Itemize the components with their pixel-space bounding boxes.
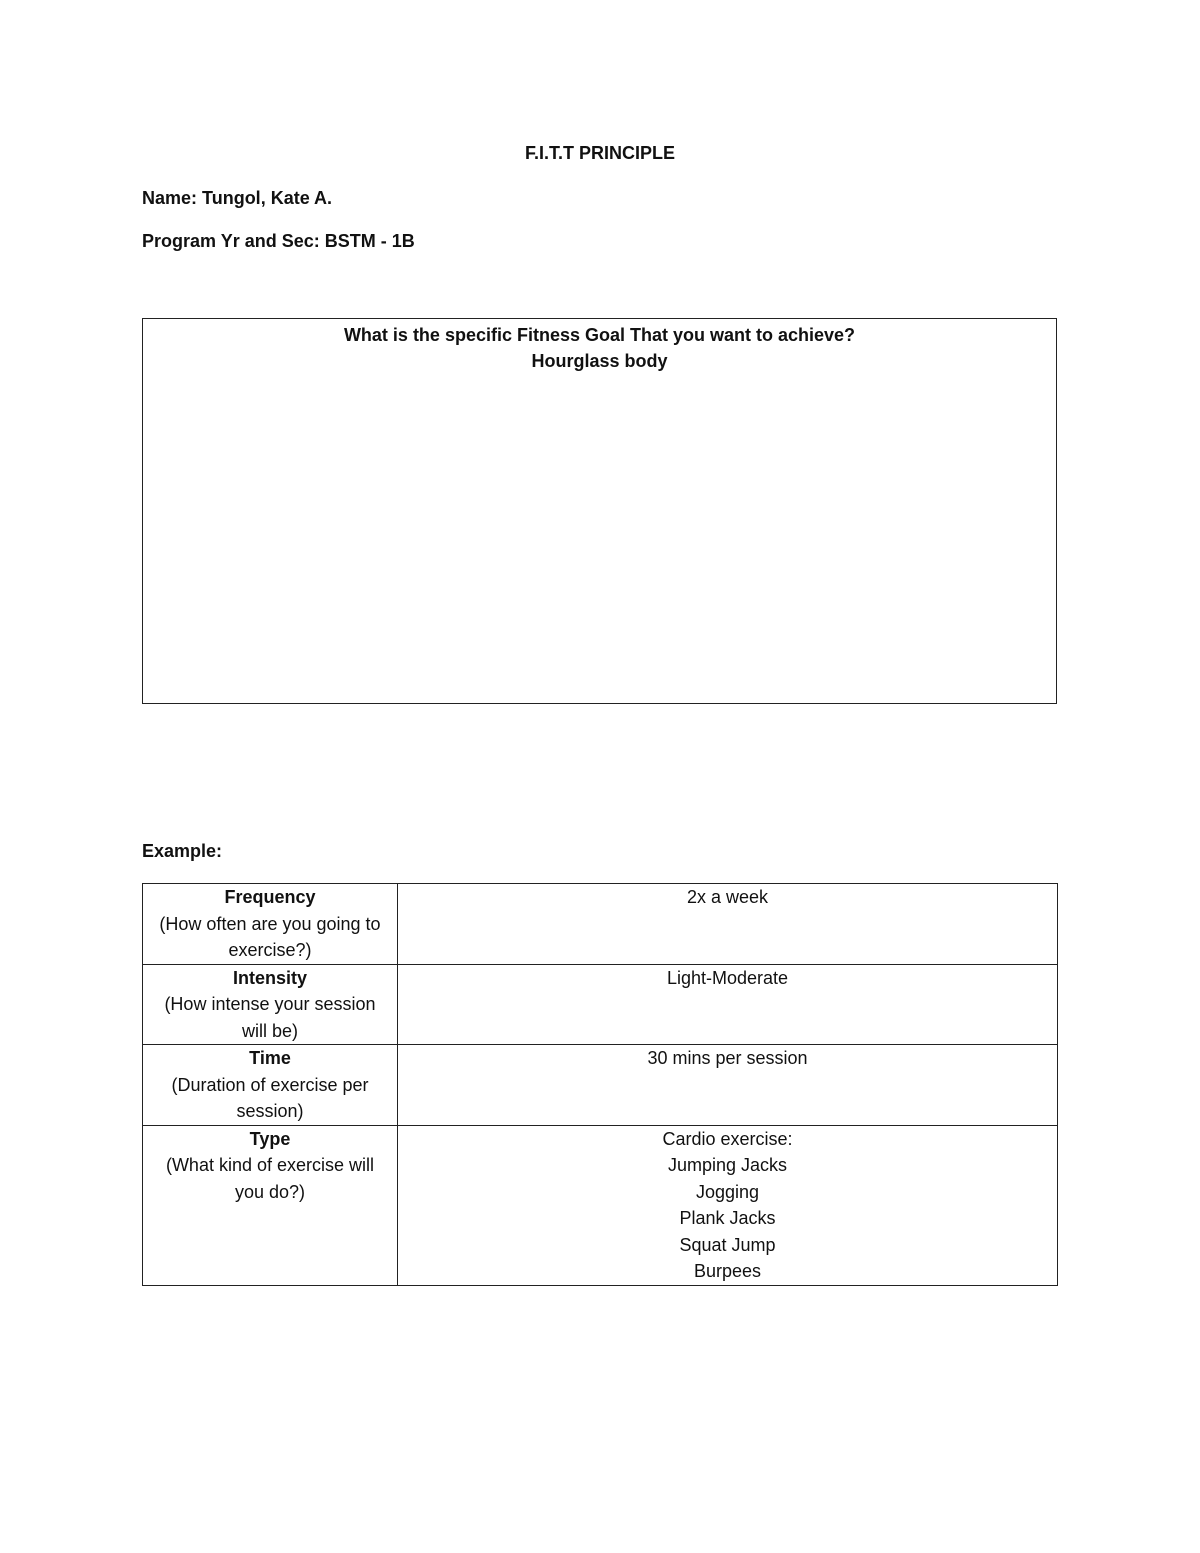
table-row-time bbox=[143, 1045, 1058, 1126]
type-value-item: Jogging bbox=[695, 1181, 760, 1202]
type-value-item: Burpees bbox=[693, 1261, 762, 1281]
type-value-cell bbox=[398, 1125, 1058, 1285]
intensity-value-cell bbox=[398, 964, 1058, 1045]
name-label: Name: bbox=[142, 188, 198, 208]
frequency-value: 2x a week bbox=[686, 887, 769, 907]
type-value-item: Squat Jump bbox=[679, 1234, 776, 1255]
intensity-label-cell bbox=[143, 964, 398, 1045]
frequency-value-cell bbox=[398, 884, 1058, 965]
program-line bbox=[142, 231, 415, 252]
frequency-label-cell bbox=[143, 884, 398, 965]
time-description: (Duration of exercise per session) bbox=[171, 1074, 369, 1121]
goal-answer: Hourglass body bbox=[531, 351, 668, 371]
time-label-cell bbox=[143, 1045, 398, 1126]
time-value: 30 mins per session bbox=[647, 1048, 808, 1068]
type-title: Type bbox=[249, 1128, 291, 1149]
type-value-item: Plank Jacks bbox=[679, 1208, 776, 1228]
table-row-frequency bbox=[143, 884, 1058, 965]
type-value-heading: Cardio exercise: bbox=[662, 1128, 793, 1149]
name-line bbox=[142, 188, 332, 209]
example-label: Example: bbox=[142, 841, 223, 861]
goal-question: What is the specific Fitness Goal That you want to achieve? bbox=[343, 325, 856, 345]
frequency-description: (How often are you going to exercise?) bbox=[159, 913, 381, 960]
frequency-title: Frequency bbox=[224, 887, 316, 907]
table-row-intensity bbox=[143, 964, 1058, 1045]
intensity-title: Intensity bbox=[232, 967, 307, 988]
program-label: Program Yr and Sec: bbox=[142, 231, 320, 251]
time-title: Time bbox=[249, 1048, 291, 1068]
fitt-table bbox=[142, 883, 1058, 1286]
type-value-item: Jumping Jacks bbox=[667, 1155, 788, 1175]
type-description: (What kind of exercise will you do?) bbox=[165, 1155, 375, 1202]
fitness-goal-box bbox=[142, 318, 1057, 704]
time-value-cell bbox=[398, 1045, 1058, 1126]
name-value: Tungol, Kate A. bbox=[202, 188, 333, 208]
type-label-cell bbox=[143, 1125, 398, 1285]
program-value: BSTM - 1B bbox=[324, 231, 415, 251]
intensity-value: Light-Moderate bbox=[666, 967, 789, 988]
intensity-description: (How intense your session will be) bbox=[164, 994, 376, 1041]
document-title: F.I.T.T PRINCIPLE bbox=[524, 143, 675, 163]
table-row-type bbox=[143, 1125, 1058, 1285]
